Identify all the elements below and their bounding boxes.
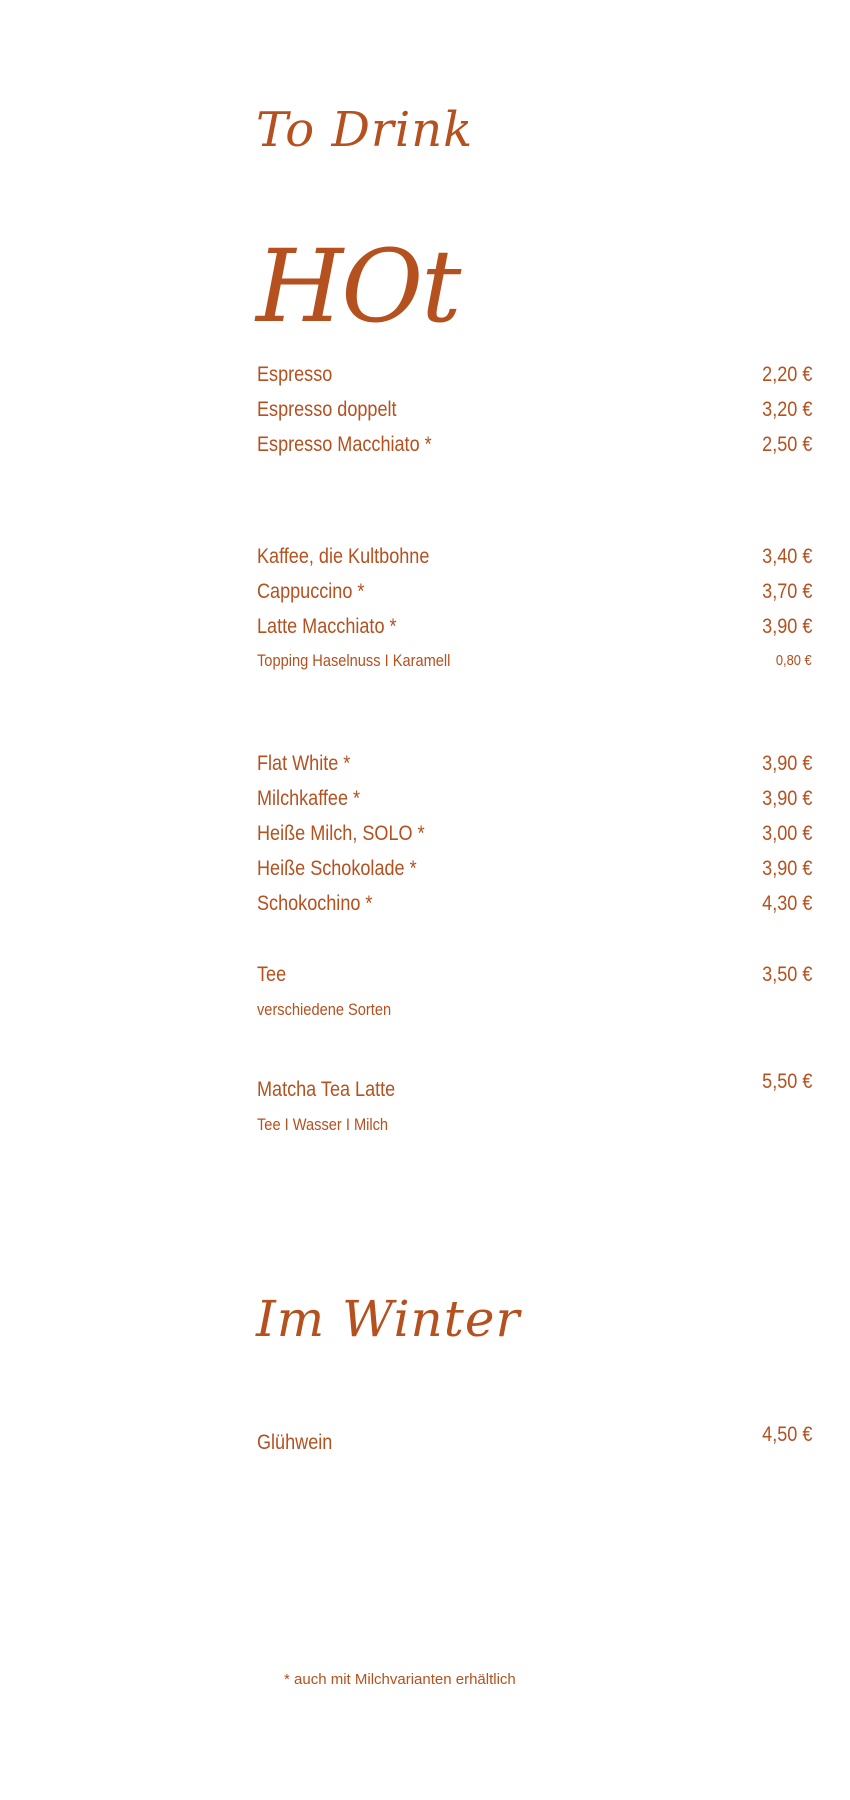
menu-item-kaffee	[257, 543, 812, 573]
menu-item-topping	[257, 649, 812, 679]
item-price: 4,30 €	[761, 892, 812, 915]
item-name: Heiße Milch, SOLO *	[257, 822, 425, 845]
item-name: Heiße Schokolade *	[257, 857, 417, 880]
footnote: * auch mit Milchvarianten erhältlich	[284, 1671, 516, 1688]
menu-item-espresso-doppelt	[257, 396, 812, 426]
item-name: Tee	[257, 963, 287, 986]
menu-item-gluehwein	[257, 1421, 812, 1454]
item-price: 3,90 €	[761, 787, 812, 810]
item-price: 3,90 €	[761, 615, 812, 638]
to-drink-heading: To Drink	[256, 102, 474, 158]
item-name: Flat White *	[257, 752, 351, 775]
item-name: Espresso doppelt	[257, 398, 397, 421]
item-name: Espresso Macchiato *	[257, 433, 432, 456]
menu-item-flat-white	[257, 750, 812, 780]
menu-item-espresso	[257, 361, 812, 391]
menu-item-espresso-macchiato	[257, 431, 812, 461]
menu-item-schokochino	[257, 890, 812, 920]
item-price: 3,90 €	[761, 752, 812, 775]
item-name: Topping Haselnuss I Karamell	[257, 651, 451, 670]
menu-item-heisse-milch	[257, 820, 812, 850]
item-price: 2,50 €	[761, 433, 812, 456]
item-price: 0,80 €	[776, 652, 812, 669]
item-price: 3,00 €	[761, 822, 812, 845]
menu-item-milchkaffee	[257, 785, 812, 815]
menu-item-latte-macchiato	[257, 613, 812, 643]
im-winter-heading: Im Winter	[256, 1290, 521, 1348]
menu-item-tee	[257, 961, 812, 991]
item-price: 2,20 €	[761, 363, 812, 386]
item-price: 4,50 €	[761, 1423, 812, 1446]
hot-heading: HOt	[256, 228, 460, 345]
menu-item-heisse-schokolade	[257, 855, 812, 885]
menu-item-cappuccino	[257, 578, 812, 608]
item-price: 3,50 €	[761, 963, 812, 986]
menu-item-matcha	[257, 1068, 812, 1101]
item-price: 3,40 €	[761, 545, 812, 568]
item-name: Glühwein	[257, 1431, 333, 1454]
item-note-tee: verschiedene Sorten	[257, 1000, 392, 1019]
item-note-matcha: Tee I Wasser I Milch	[257, 1115, 389, 1134]
item-name: Kaffee, die Kultbohne	[257, 545, 430, 568]
item-price: 3,70 €	[761, 580, 812, 603]
item-name: Matcha Tea Latte	[257, 1078, 396, 1101]
item-price: 3,20 €	[761, 398, 812, 421]
item-name: Latte Macchiato *	[257, 615, 397, 638]
item-name: Milchkaffee *	[257, 787, 361, 810]
item-name: Espresso	[257, 363, 333, 386]
item-price: 5,50 €	[761, 1070, 812, 1093]
item-name: Cappuccino *	[257, 580, 365, 603]
item-name: Schokochino *	[257, 892, 373, 915]
item-price: 3,90 €	[761, 857, 812, 880]
